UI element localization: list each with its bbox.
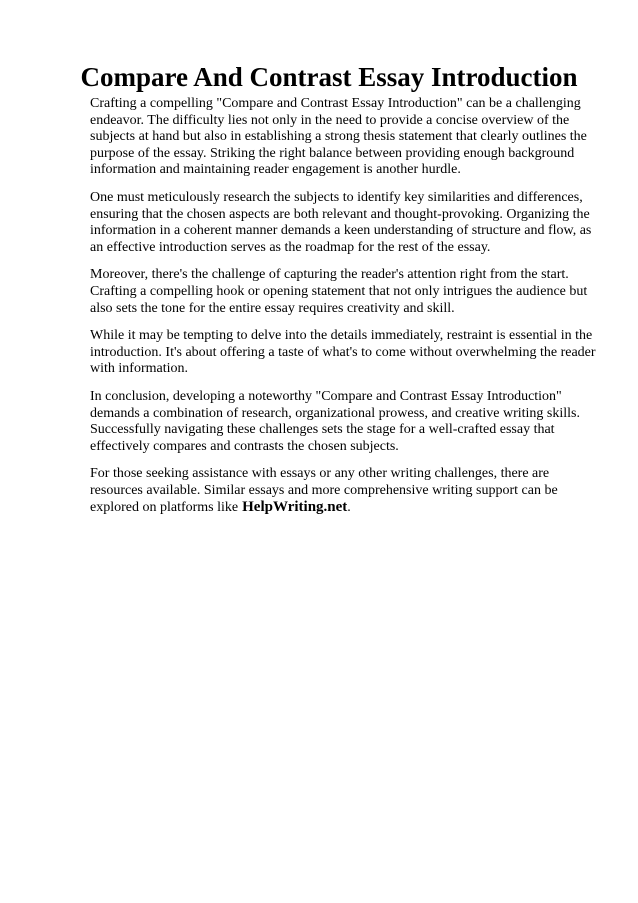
paragraph-6-trailing: . xyxy=(347,500,351,516)
helpwriting-link[interactable]: HelpWriting.net xyxy=(242,499,348,516)
paragraph-5: In conclusion, developing a noteworthy "Compare and Contrast Essay Introduction" demands a combination of research, organizational prowess, and creative writing skills. Successfully navigating these challenges sets the stage for a well-crafted essay that effectively compares and contrasts the chosen subjects. xyxy=(90,388,580,454)
paragraph-1: Crafting a compelling "Compare and Contrast Essay Introduction" can be a challenging endeavor. The difficulty lies not only in the need to provide a concise overview of the subjects at hand but also in establishing a strong thesis statement that clearly outlines the purpose of the essay. Striking the right balance between providing enough background information and maintaining reader engagement is another hurdle. xyxy=(90,96,587,178)
paragraph-3: Moreover, there's the challenge of capturing the reader's attention right from the start. Crafting a compelling hook or opening statement that not only intrigues the audience but also sets the tone for the entire essay requires creativity and skill. xyxy=(90,267,588,316)
document-body xyxy=(90,96,600,528)
paragraph-6-text: For those seeking assistance with essays or any other writing challenges, there are resources available. Similar essays and more comprehensive writing support can be explored on platforms like xyxy=(90,466,558,516)
paragraph-6 xyxy=(90,466,600,517)
paragraph-2: One must meticulously research the subjects to identify key similarities and differences, ensuring that the chosen aspects are both relevant and thought-provoking. Organizing the information in a coherent manner demands a keen understanding of structure and flow, as an effective introduction serves as the roadmap for the rest of the essay. xyxy=(90,189,592,255)
paragraph-4: While it may be tempting to delve into the details immediately, restraint is essential in the introduction. It's about offering a taste of what's to come without overwhelming the reader with information. xyxy=(90,328,596,377)
page-title: Compare And Contrast Essay Introduction xyxy=(80,62,578,92)
